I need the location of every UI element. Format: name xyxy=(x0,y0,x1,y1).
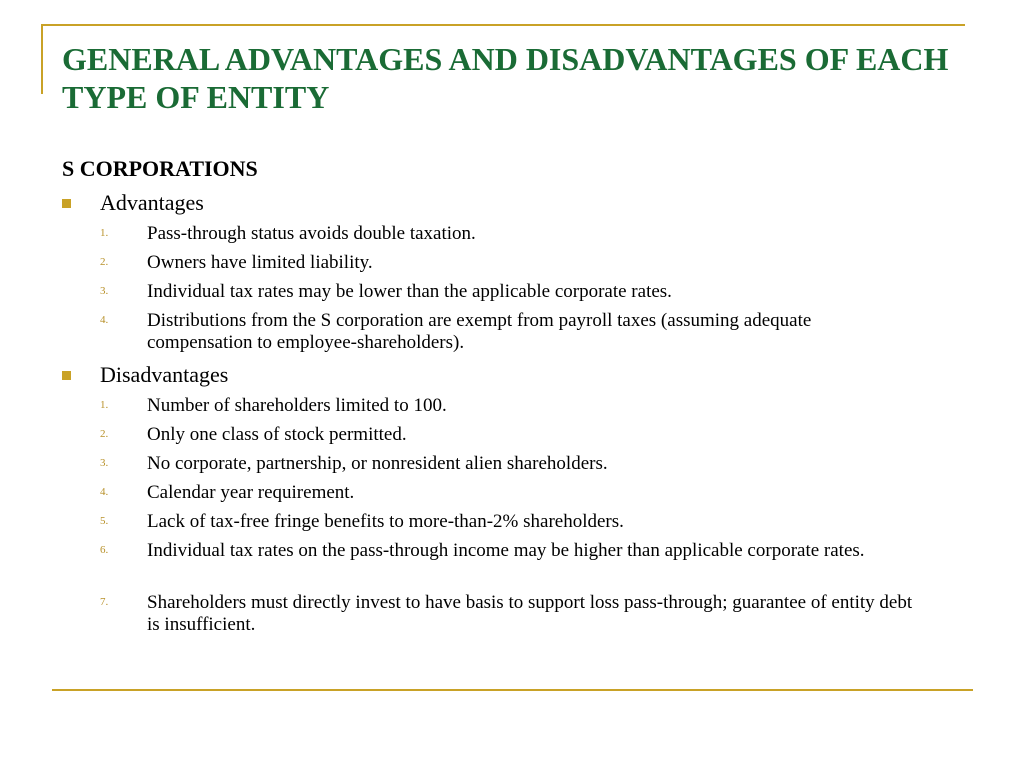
frame-top-line xyxy=(41,24,965,26)
section-heading: S CORPORATIONS xyxy=(62,156,258,181)
item-number: 3. xyxy=(100,285,109,297)
advantages-label: Advantages xyxy=(100,190,204,215)
item-number: 7. xyxy=(100,596,109,608)
item-number: 6. xyxy=(100,544,109,556)
square-bullet-icon xyxy=(62,371,71,380)
item-text: Individual tax rates on the pass-through income may be higher than applicable corporate rates. xyxy=(147,540,865,561)
item-number: 3. xyxy=(100,457,109,469)
item-text: Distributions from the S corporation are exempt from payroll taxes (assuming adequate compensation to employee-shareholders). xyxy=(147,310,812,353)
square-bullet-icon xyxy=(62,199,71,208)
disadvantages-label: Disadvantages xyxy=(100,362,229,387)
item-text: No corporate, partnership, or nonresident alien shareholders. xyxy=(147,453,608,474)
item-text: Pass-through status avoids double taxation. xyxy=(147,223,476,244)
frame-bottom-line xyxy=(52,689,973,691)
item-number: 5. xyxy=(100,515,109,527)
item-text: Owners have limited liability. xyxy=(147,252,373,273)
item-text: Number of shareholders limited to 100. xyxy=(147,395,447,416)
item-text: Only one class of stock permitted. xyxy=(147,424,407,445)
item-number: 4. xyxy=(100,314,109,326)
item-number: 4. xyxy=(100,486,109,498)
item-text: Lack of tax-free fringe benefits to more-than-2% shareholders. xyxy=(147,511,624,532)
item-text: Calendar year requirement. xyxy=(147,482,355,503)
slide-title: GENERAL ADVANTAGES AND DISADVANTAGES OF EACH TYPE OF ENTITY xyxy=(62,41,949,115)
frame-vertical-line xyxy=(41,24,43,94)
item-number: 2. xyxy=(100,256,109,268)
item-number: 1. xyxy=(100,399,109,411)
item-number: 1. xyxy=(100,227,109,239)
item-text: Shareholders must directly invest to have basis to support loss pass-through; guarantee of entity debt is insufficient. xyxy=(147,592,913,635)
item-text: Individual tax rates may be lower than the applicable corporate rates. xyxy=(147,281,672,302)
item-number: 2. xyxy=(100,428,109,440)
